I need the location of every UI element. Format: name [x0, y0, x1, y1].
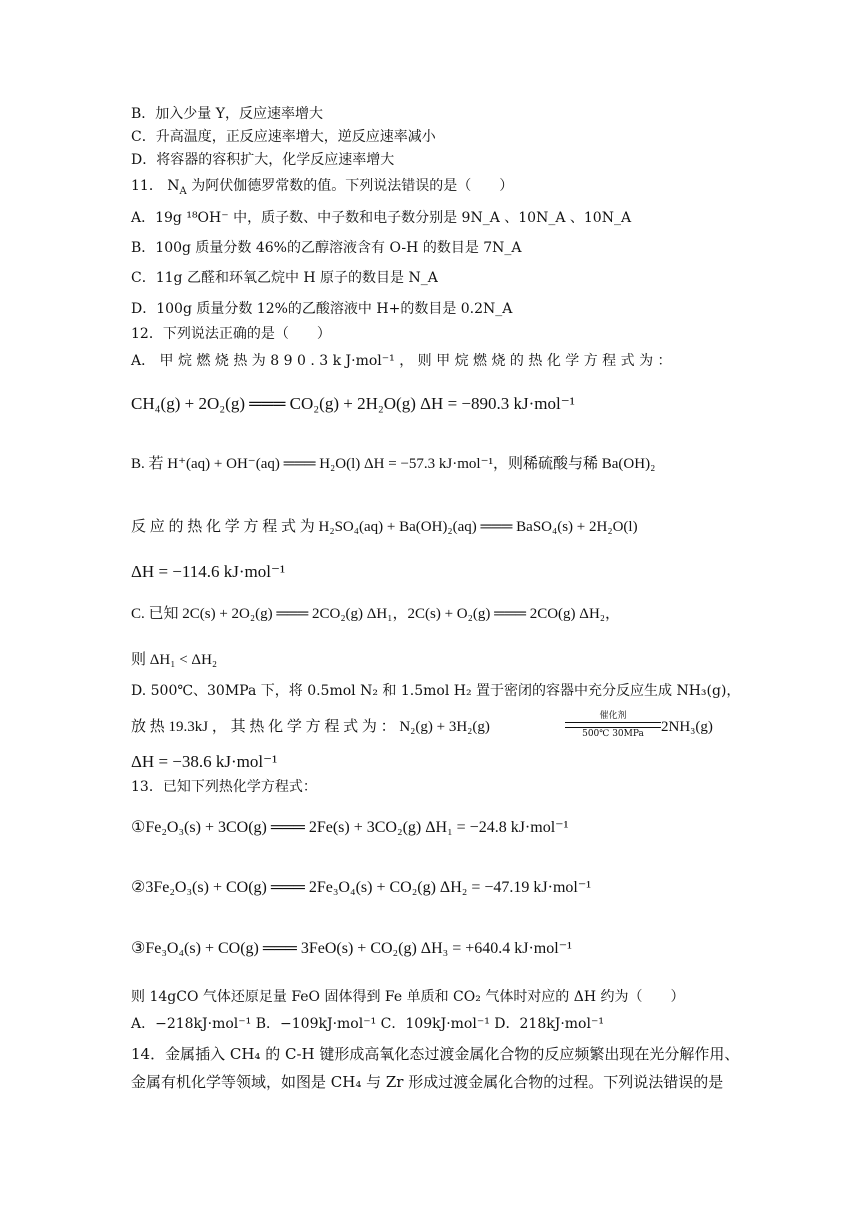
- q11-stem-sub: A: [179, 185, 187, 197]
- q12-option-c-text: C. 已知 2C(s) + 2O₂(g) ═══ 2CO₂(g) ΔH₁，2C(s) + O₂(g) ═══ 2CO(g) ΔH₂，: [131, 606, 621, 622]
- q11-stem: [131, 176, 513, 196]
- q14-line-2: 金属有机化学等领域，如图是 CH₄ 与 Zr 形成过渡金属化合物的过程。下列说法错误的是: [131, 1073, 724, 1091]
- q13-question: 则 14gCO 气体还原足量 FeO 固体得到 Fe 单质和 CO₂ 气体时对应的 ΔH 约为（ ）: [131, 989, 685, 1005]
- q12-option-d-product: 2NH₃(g): [661, 719, 713, 735]
- q10-option-c: C．升高温度，正反应速率增大，逆反应速率减小: [131, 129, 436, 145]
- q12-option-d-catalyst-label: 催化剂: [599, 711, 627, 721]
- q12-option-b-enthalpy: ΔH = −114.6 kJ·mol⁻¹: [131, 562, 286, 581]
- q11-stem-rest: 为阿伏伽德罗常数的值。下列说法错误的是（ ）: [186, 178, 514, 194]
- q13-equation-2: ②3Fe₂O₃(s) + CO(g) ═══ 2Fe₃O₄(s) + CO₂(g) ΔH₂ = −47.19 kJ·mol⁻¹: [131, 879, 592, 896]
- q13-options: A．−218kJ·mol⁻¹ B．−109kJ·mol⁻¹ C．109kJ·mol⁻¹ D．218kJ·mol⁻¹: [131, 1016, 604, 1032]
- q12-option-d-arrow-bar: [565, 722, 661, 728]
- q12-option-b-text: B. 若 H⁺(aq) + OH⁻(aq) ═══ H₂O(l) ΔH = −57.3 kJ·mol⁻¹，则稀硫酸与稀 Ba(OH)₂: [131, 456, 656, 472]
- q12-option-d-text: D. 500℃、30MPa 下，将 0.5mol N₂ 和 1.5mol H₂ 置于密闭的容器中充分反应生成 NH₃(g)，: [131, 683, 741, 699]
- q11-option-a: A．19g ¹⁸OH⁻ 中，质子数、中子数和电子数分别是 9N_A 、10N_A 、10N_A: [131, 210, 632, 226]
- q10-option-b: B．加入少量 Y，反应速率增大: [131, 106, 323, 122]
- q12-option-a-equation: CH₄(g) + 2O₂(g) ═══ CO₂(g) + 2H₂O(g) ΔH = −890.3 kJ·mol⁻¹: [131, 394, 575, 413]
- q12-option-d-enthalpy: ΔH = −38.6 kJ·mol⁻¹: [131, 752, 278, 771]
- q12-stem: 12．下列说法正确的是（ ）: [131, 326, 331, 342]
- q12-option-b-text2: 反 应 的 热 化 学 方 程 式 为 H₂SO₄(aq) + Ba(OH)₂(aq) ═══ BaSO₄(s) + 2H₂O(l): [131, 519, 638, 535]
- q12-option-d-condition-label: 500℃ 30MPa: [582, 729, 644, 739]
- q13-equation-3: ③Fe₃O₄(s) + CO(g) ═══ 3FeO(s) + CO₂(g) ΔH₃ = +640.4 kJ·mol⁻¹: [131, 940, 572, 957]
- q13-stem: 13．已知下列热化学方程式：: [131, 779, 317, 795]
- q14-line-1: 14．金属插入 CH₄ 的 C-H 键形成高氧化态过渡金属化合物的反应频繁出现在光分解作用、: [131, 1045, 740, 1063]
- q12-option-c-conclusion: 则 ΔH₁ < ΔH₂: [131, 652, 218, 668]
- q12-option-a-text: A． 甲 烷 燃 烧 热 为 8 9 0 . 3 k J·mol⁻¹ ， 则 甲 烷 燃 烧 的 热 化 学 方 程 式 为 ：: [131, 353, 672, 369]
- q11-option-d: D．100g 质量分数 12%的乙酸溶液中 H+的数目是 0.2N_A: [131, 301, 513, 317]
- q12-option-d-text2: 放 热 19.3kJ ， 其 热 化 学 方 程 式 为 ： N₂(g) + 3H₂(g): [131, 719, 490, 735]
- q11-option-c: C．11g 乙醛和环氧乙烷中 H 原子的数目是 N_A: [131, 270, 438, 286]
- q10-option-d: D．将容器的容积扩大，化学反应速率增大: [131, 152, 395, 168]
- q12-option-d-reversible-arrow: [565, 711, 661, 739]
- q13-equation-1: ①Fe₂O₃(s) + 3CO(g) ═══ 2Fe(s) + 3CO₂(g) ΔH₁ = −24.8 kJ·mol⁻¹: [131, 819, 569, 836]
- q11-option-b: B．100g 质量分数 46%的乙醇溶液含有 O-H 的数目是 7N_A: [131, 240, 522, 256]
- q11-stem-number: 11． N: [131, 178, 180, 194]
